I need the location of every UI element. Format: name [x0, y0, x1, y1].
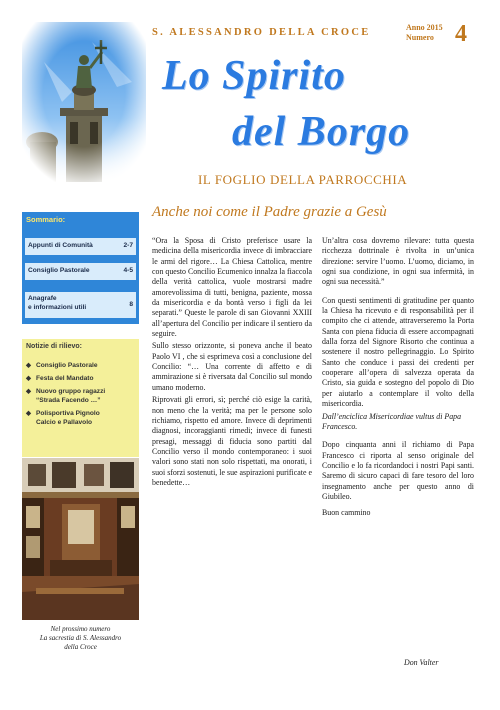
sacristy-photo [22, 458, 139, 620]
caption-line: della Croce [64, 643, 97, 651]
summary-item-pages: 4-5 [123, 267, 133, 274]
masthead-title-line2: del Borgo [232, 109, 411, 155]
highlights-list [26, 361, 136, 431]
parish-name: S. ALESSANDRO DELLA CROCE [152, 27, 371, 38]
highlight-item [26, 387, 136, 405]
summary-item-label: Anagrafe [28, 295, 57, 302]
highlights-box [22, 339, 139, 457]
highlight-text: Festa del Mandato [36, 375, 94, 382]
summary-item-pages: 2-7 [123, 242, 133, 249]
photo-caption [22, 625, 139, 652]
article-closing: Buon cammino [322, 508, 371, 518]
highlight-item [26, 374, 136, 383]
article-paragraph: “Ora la Sposa di Cristo preferisce usare la medicina della misericordia invece di imbracciare le armi del rigore… La Chiesa Cattolica, mentre con questo Concilio Ecumenico innalza la fiaccola della verità cattolica, vuole mostrarsi madre amorevolissima di tutti, benigna, paziente, mossa da misericordia e da bontà verso i figli da lei separati.” Queste le parole di san Giovanni XXIII all’apertura del Concilio per indicare il sentiero da seguire. [152, 236, 312, 339]
article-citation: Dall’enciclica Misericordiae vultus di Papa Francesco. [322, 411, 462, 431]
issue-number-label: Numero [406, 33, 434, 42]
article-paragraph: Sullo stesso orizzonte, si poneva anche il beato Paolo VI , che si esprimeva così a conclusione del Concilio: “… Una corrente di affetto e di ammirazione si è riversata dal Concilio sul mondo umano moderno. [152, 341, 312, 392]
highlight-item [26, 409, 136, 427]
summary-item-label: Consiglio Pastorale [28, 267, 90, 274]
diamond-bullet-icon: ◆ [26, 410, 32, 417]
issue-info [406, 23, 443, 43]
header-image-statue [22, 22, 146, 182]
issue-year: Anno 2015 [406, 23, 443, 32]
highlight-text-line2: Calcio e Pallavolo [36, 419, 93, 426]
article-headline: Anche noi come il Padre grazie a Gesù [152, 204, 387, 220]
article-signature: Don Valter [404, 658, 439, 667]
caption-line: Nel prossimo numero [50, 625, 111, 633]
highlight-text: Polisportiva Pignolo [36, 410, 100, 417]
highlight-text: Consiglio Pastorale [36, 362, 98, 369]
highlight-item [26, 361, 136, 370]
summary-item [25, 238, 136, 255]
summary-item-pages: 8 [129, 301, 133, 308]
summary-title: Sommario: [26, 215, 66, 224]
highlight-text: Nuovo gruppo ragazzi [36, 388, 106, 395]
article-column-1 [152, 236, 312, 490]
summary-item [25, 263, 136, 280]
masthead-subtitle: IL FOGLIO DELLA PARROCCHIA [198, 172, 408, 187]
masthead-title-line1: Lo Spirito [162, 53, 346, 99]
summary-box [22, 212, 139, 324]
article-paragraph: Con questi sentimenti di gratitudine per quanto la Chiesa ha ricevuto e di responsabilità per il compito che ci attende, attraverseremo la Porta Santa con piena fiducia di essere accompagnati dalla forza del Signore Risorto che continua a sostenere il nostro pellegrinaggio. Lo Spirito Santo che conduce i passi dei credenti per cooperare all’opera di salvezza operata da Cristo, sia guida e sostegno del popolo di Dio per aiutarlo a contemplare il volto della misericordia. [322, 295, 474, 409]
article-column-2 [322, 236, 474, 521]
diamond-bullet-icon: ◆ [26, 388, 32, 395]
article-paragraph: Riprovati gli errori, sì; perché ciò esige la carità, non meno che la verità; ma per le persone solo richiamo, rispetto ed amore. Invece di deprimenti diagnosi, incoraggianti rimedi; invece di funesti presagi, messaggi di fiducia sono partiti dal Concilio verso il mondo contemporaneo: i suoi valori sono stati non solo rispettati, ma onorati, i suoi sforzi sostenuti, le sue aspirazioni purificate e benedette… [152, 395, 312, 487]
diamond-bullet-icon: ◆ [26, 362, 32, 369]
summary-item-label: Appunti di Comunità [28, 242, 93, 249]
highlight-text-line2: “Strada Facendo …” [36, 397, 101, 404]
article-paragraph: Dopo cinquanta anni il richiamo di Papa Francesco ci riporta al senso originale del Concilio e lo fa ricordandoci i nostri Papi santi. Saremo di sicuro capaci di fare tesoro del loro insegnamento anche per questo anno di Giubileo. [322, 440, 474, 501]
article-paragraph: Un’altra cosa dovremo rilevare: tutta questa ricchezza dottrinale è rivolta in un’unica direzione: servire l’uomo. L’uomo, diciamo, in ogni sua condizione, in ogni sua infermità, in ogni sua necessità.” [322, 236, 474, 287]
summary-item-label-line2: e informazioni utili [28, 304, 87, 311]
highlights-title: Notizie di rilievo: [26, 343, 83, 350]
diamond-bullet-icon: ◆ [26, 375, 32, 382]
summary-item [25, 292, 136, 318]
issue-number: 4 [455, 21, 467, 47]
caption-line: La sacrestia di S. Alessandro [39, 634, 122, 642]
